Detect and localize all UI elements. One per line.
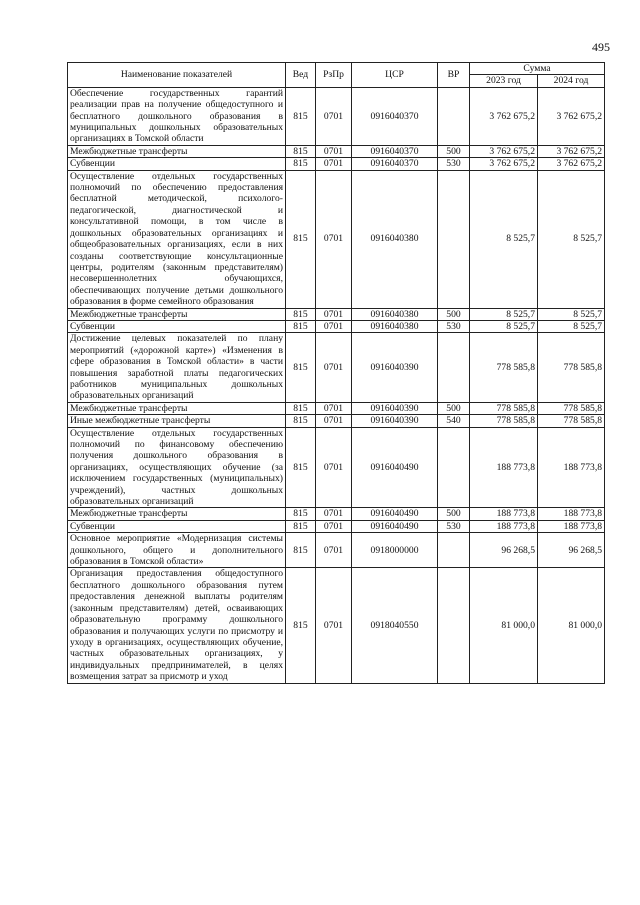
row-amount-2024: 8 525,7: [538, 308, 605, 320]
row-name: Субвенции: [68, 320, 286, 332]
row-vr: [438, 87, 470, 145]
row-amount-2024: 778 585,8: [538, 333, 605, 402]
row-rzpr: 0701: [316, 427, 352, 508]
row-amount-2024: 96 268,5: [538, 533, 605, 568]
row-csr: 0916040370: [352, 145, 438, 157]
row-csr: 0916040490: [352, 508, 438, 520]
row-rzpr: 0701: [316, 568, 352, 683]
table-row: [68, 402, 605, 414]
header-rzpr: РзПр: [316, 63, 352, 88]
row-name: Межбюджетные трансферты: [68, 508, 286, 520]
row-rzpr: 0701: [316, 533, 352, 568]
row-vr: 500: [438, 402, 470, 414]
row-vr: 500: [438, 145, 470, 157]
row-rzpr: 0701: [316, 508, 352, 520]
row-ved: 815: [286, 568, 316, 683]
row-ved: 815: [286, 158, 316, 170]
row-amount-2024: 3 762 675,2: [538, 145, 605, 157]
header-csr: ЦСР: [352, 63, 438, 88]
row-name: Межбюджетные трансферты: [68, 145, 286, 157]
row-rzpr: 0701: [316, 170, 352, 308]
header-year-2024: 2024 год: [538, 75, 605, 87]
row-name: Осуществление отдельных государственных полномочий по обеспечению предоставления бесплатной методической, психолого-педагогической, диагностической и консультативной помощи, в том числе в дошкольных образовательных организациях и общеобразовательных организациях, если в них созданы соответствующие консультационные центры, родителям (законным представителям) несовершеннолетних обучающихся, обеспечивающих получение детьми дошкольного образования в форме семейного образования: [68, 170, 286, 308]
table-row: [68, 415, 605, 427]
row-csr: 0916040490: [352, 427, 438, 508]
row-rzpr: 0701: [316, 520, 352, 532]
row-vr: [438, 170, 470, 308]
row-rzpr: 0701: [316, 320, 352, 332]
row-amount-2023: 81 000,0: [470, 568, 538, 683]
header-sum: Сумма: [470, 63, 605, 75]
row-amount-2024: 8 525,7: [538, 170, 605, 308]
row-amount-2024: 188 773,8: [538, 427, 605, 508]
row-vr: [438, 533, 470, 568]
row-amount-2023: 188 773,8: [470, 520, 538, 532]
row-amount-2023: 8 525,7: [470, 320, 538, 332]
row-name: Обеспечение государственных гарантий реализации прав на получение общедоступного и бесплатного дошкольного образования в муниципальных дошкольных образовательных организациях в Томской области: [68, 87, 286, 145]
table-row: [68, 145, 605, 157]
row-name: Основное мероприятие «Модернизация системы дошкольного, общего и дополнительного образования в Томской области»: [68, 533, 286, 568]
row-name: Осуществление отдельных государственных полномочий по финансовому обеспечению получения дошкольного образования в организациях, осуществляющих обучение (за исключением государственных (муниципальных) учреждений), частных дошкольных образовательных организаций: [68, 427, 286, 508]
row-amount-2024: 3 762 675,2: [538, 158, 605, 170]
row-amount-2024: 188 773,8: [538, 520, 605, 532]
row-csr: 0916040380: [352, 320, 438, 332]
row-amount-2024: 188 773,8: [538, 508, 605, 520]
header-name: Наименование показателей: [68, 63, 286, 88]
row-vr: 530: [438, 320, 470, 332]
row-vr: [438, 568, 470, 683]
row-ved: 815: [286, 170, 316, 308]
row-ved: 815: [286, 402, 316, 414]
row-csr: 0916040380: [352, 308, 438, 320]
row-csr: 0916040490: [352, 520, 438, 532]
row-amount-2023: 3 762 675,2: [470, 87, 538, 145]
row-name: Достижение целевых показателей по плану мероприятий («дорожной карте») «Изменения в сфере образования в Томской области» в части повышения заработной платы педагогических работников муниципальных дошкольных образовательных организаций: [68, 333, 286, 402]
table-row: [68, 333, 605, 402]
row-amount-2023: 778 585,8: [470, 402, 538, 414]
row-name: Субвенции: [68, 520, 286, 532]
budget-table: [67, 62, 605, 684]
row-amount-2023: 778 585,8: [470, 415, 538, 427]
table-row: [68, 170, 605, 308]
row-csr: 0916040390: [352, 415, 438, 427]
row-vr: 530: [438, 520, 470, 532]
row-amount-2023: 188 773,8: [470, 508, 538, 520]
table-row: [68, 158, 605, 170]
row-ved: 815: [286, 415, 316, 427]
row-ved: 815: [286, 520, 316, 532]
row-amount-2024: 778 585,8: [538, 415, 605, 427]
row-vr: 500: [438, 308, 470, 320]
table-row: [68, 520, 605, 532]
row-csr: 0918000000: [352, 533, 438, 568]
row-amount-2023: 778 585,8: [470, 333, 538, 402]
table-row: [68, 508, 605, 520]
row-ved: 815: [286, 308, 316, 320]
row-ved: 815: [286, 427, 316, 508]
row-rzpr: 0701: [316, 402, 352, 414]
row-ved: 815: [286, 533, 316, 568]
row-amount-2023: 3 762 675,2: [470, 145, 538, 157]
table-header: [68, 63, 605, 88]
row-vr: [438, 333, 470, 402]
row-ved: 815: [286, 145, 316, 157]
row-name: Организация предоставления общедоступного бесплатного дошкольного образования путем предоставления денежной выплаты родителям (законным представителям) детей, осваивающих образовательную программу дошкольного образования и получающих услуги по присмотру и уходу в организациях, осуществляющих обучение, частных образовательных организациях, у индивидуальных предпринимателей, в целях возмещения затрат за присмотр и уход: [68, 568, 286, 683]
row-name: Межбюджетные трансферты: [68, 308, 286, 320]
row-rzpr: 0701: [316, 145, 352, 157]
row-rzpr: 0701: [316, 87, 352, 145]
row-rzpr: 0701: [316, 415, 352, 427]
table-row: [68, 568, 605, 683]
row-amount-2023: 188 773,8: [470, 427, 538, 508]
table-body: [68, 87, 605, 683]
page-number: 495: [592, 40, 610, 54]
row-csr: 0916040370: [352, 87, 438, 145]
row-amount-2023: 8 525,7: [470, 308, 538, 320]
row-vr: [438, 427, 470, 508]
row-csr: 0916040390: [352, 333, 438, 402]
row-rzpr: 0701: [316, 158, 352, 170]
row-csr: 0918040550: [352, 568, 438, 683]
table-row: [68, 533, 605, 568]
row-amount-2023: 96 268,5: [470, 533, 538, 568]
row-ved: 815: [286, 320, 316, 332]
row-amount-2023: 3 762 675,2: [470, 158, 538, 170]
row-rzpr: 0701: [316, 308, 352, 320]
row-vr: 540: [438, 415, 470, 427]
row-csr: 0916040390: [352, 402, 438, 414]
row-amount-2024: 778 585,8: [538, 402, 605, 414]
row-amount-2024: 3 762 675,2: [538, 87, 605, 145]
header-ved: Вед: [286, 63, 316, 88]
row-csr: 0916040380: [352, 170, 438, 308]
row-amount-2023: 8 525,7: [470, 170, 538, 308]
row-amount-2024: 8 525,7: [538, 320, 605, 332]
row-ved: 815: [286, 87, 316, 145]
table-row: [68, 87, 605, 145]
row-vr: 530: [438, 158, 470, 170]
row-name: Иные межбюджетные трансферты: [68, 415, 286, 427]
table-row: [68, 427, 605, 508]
header-vr: ВР: [438, 63, 470, 88]
row-ved: 815: [286, 508, 316, 520]
row-name: Субвенции: [68, 158, 286, 170]
header-year-2023: 2023 год: [470, 75, 538, 87]
row-vr: 500: [438, 508, 470, 520]
table-row: [68, 308, 605, 320]
row-amount-2024: 81 000,0: [538, 568, 605, 683]
row-ved: 815: [286, 333, 316, 402]
row-csr: 0916040370: [352, 158, 438, 170]
table-row: [68, 320, 605, 332]
row-name: Межбюджетные трансферты: [68, 402, 286, 414]
row-rzpr: 0701: [316, 333, 352, 402]
